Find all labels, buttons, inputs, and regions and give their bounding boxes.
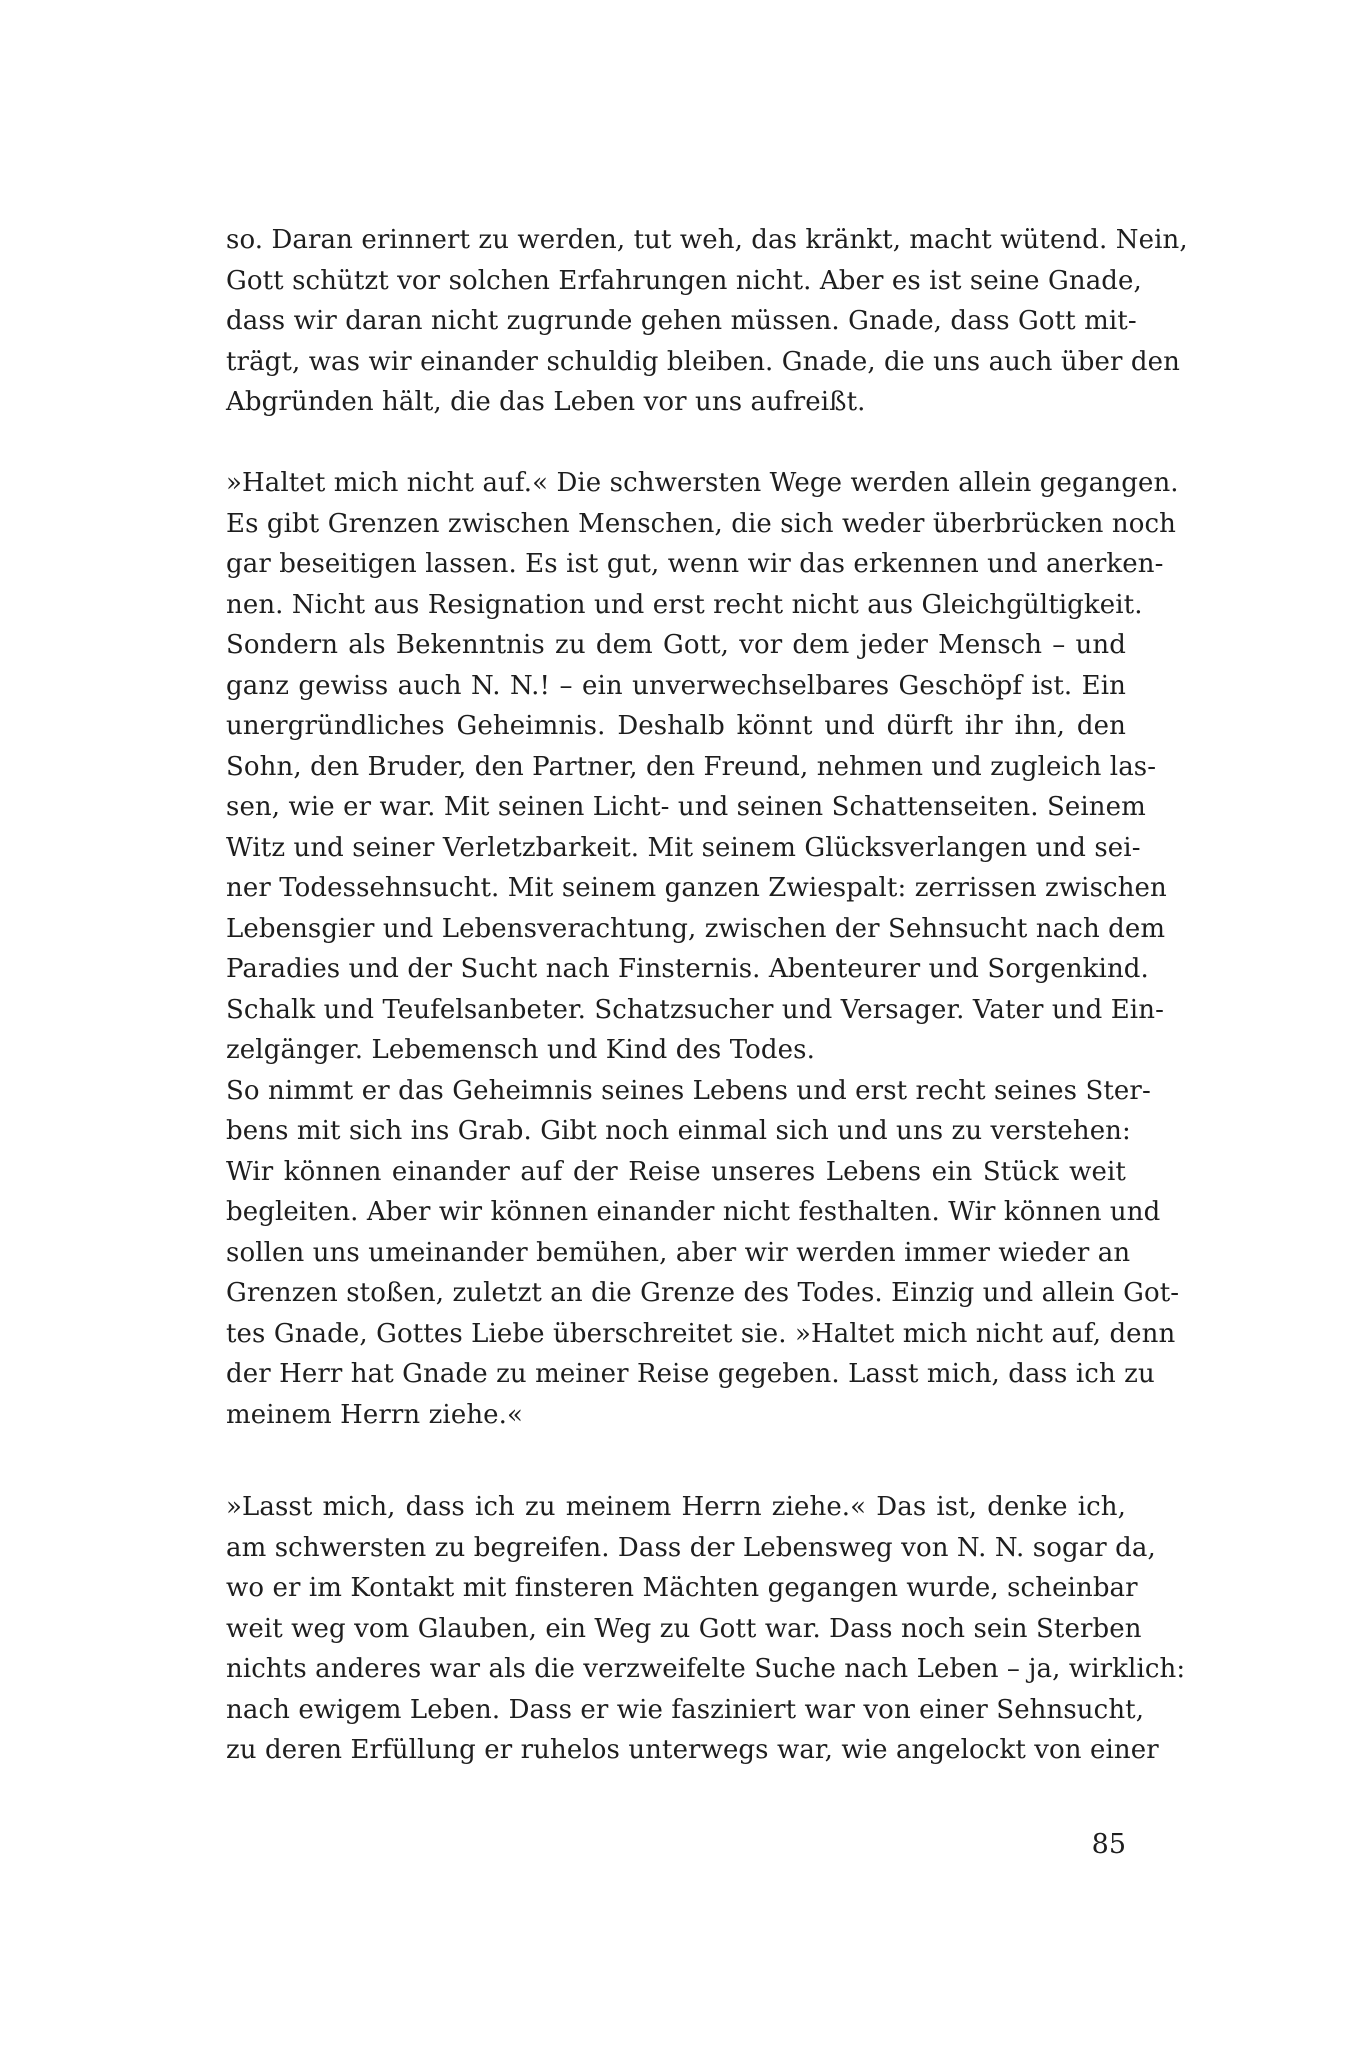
text-line: zu deren Erfüllung er ruhelos unterwegs war, wie angelockt von einer — [226, 1735, 1159, 1765]
text-line: ganz gewiss auch N. N.! – ein unverwechselbares Geschöpf ist. Ein — [226, 670, 1126, 701]
text-line: sen, wie er war. Mit seinen Licht- und seinen Schattenseiten. Seinem — [226, 792, 1146, 822]
text-line: zelgänger. Lebemensch und Kind des Todes. — [226, 1035, 815, 1065]
text-line: unergründliches Geheimnis. Deshalb könnt und dürft ihr ihn, den — [226, 711, 1126, 741]
text-line: »Lasst mich, dass ich zu meinem Herrn ziehe.« Das ist, denke ich, — [226, 1492, 1126, 1522]
text-line: begleiten. Aber wir können einander nicht festhalten. Wir können und — [226, 1197, 1161, 1227]
text-line: Es gibt Grenzen zwischen Menschen, die sich weder überbrücken noch — [226, 508, 1176, 539]
text-line: am schwersten zu begreifen. Dass der Lebensweg von N. N. sogar da, — [226, 1532, 1156, 1563]
text-line: Wir können einander auf der Reise unseres Lebens ein Stück weit — [226, 1156, 1126, 1187]
text-line: Witz und seiner Verletzbarkeit. Mit seinem Glücksverlangen und sei- — [226, 832, 1141, 863]
text-line: dass wir daran nicht zugrunde gehen müssen. Gnade, dass Gott mit- — [226, 306, 1137, 336]
text-line: gar beseitigen lassen. Es ist gut, wenn wir das erkennen und anerken- — [226, 549, 1164, 579]
text-line: So nimmt er das Geheimnis seines Lebens und erst recht seines Ster- — [226, 1075, 1151, 1106]
text-line: meinem Herrn ziehe.« — [226, 1399, 524, 1430]
text-line: trägt, was wir einander schuldig bleiben. Gnade, die uns auch über den — [226, 346, 1180, 377]
text-line: tes Gnade, Gottes Liebe überschreitet sie. »Haltet mich nicht auf, denn — [226, 1318, 1176, 1349]
text-line: Sohn, den Bruder, den Partner, den Freund, nehmen und zugleich las- — [226, 751, 1157, 782]
text-line: Sondern als Bekenntnis zu dem Gott, vor dem jeder Mensch – und — [226, 630, 1126, 660]
page-number: 85 — [1091, 1829, 1126, 1860]
text-line: so. Daran erinnert zu werden, tut weh, das kränkt, macht wütend. Nein, — [226, 225, 1188, 255]
text-line: nichts anderes war als die verzweifelte Suche nach Leben – ja, wirklich: — [226, 1654, 1186, 1684]
paragraph-1 — [226, 220, 1188, 423]
text-line: der Herr hat Gnade zu meiner Reise gegeben. Lasst mich, dass ich zu — [226, 1359, 1155, 1389]
text-line: Paradies und der Sucht nach Finsternis. Abenteurer und Sorgenkind. — [226, 954, 1149, 984]
text-line: Abgründen hält, die das Leben vor uns aufreißt. — [226, 387, 866, 417]
text-line: Lebensgier und Lebensverachtung, zwischen der Sehnsucht nach dem — [226, 913, 1166, 944]
text-line: Grenzen stoßen, zuletzt an die Grenze des Todes. Einzig und allein Got- — [226, 1278, 1180, 1308]
text-line: bens mit sich ins Grab. Gibt noch einmal sich und uns zu verstehen: — [226, 1116, 1131, 1146]
text-line: wo er im Kontakt mit finsteren Mächten gegangen wurde, scheinbar — [226, 1573, 1138, 1603]
text-line: nen. Nicht aus Resignation und erst recht nicht aus Gleichgültigkeit. — [226, 589, 1143, 620]
text-line: ner Todessehnsucht. Mit seinem ganzen Zwiespalt: zerrissen zwischen — [226, 873, 1167, 903]
paragraph-3 — [226, 1487, 1186, 1771]
text-line: nach ewigem Leben. Dass er wie fasziniert war von einer Sehnsucht, — [226, 1694, 1145, 1725]
text-line: sollen uns umeinander bemühen, aber wir werden immer wieder an — [226, 1237, 1131, 1268]
text-line: »Haltet mich nicht auf.« Die schwersten Wege werden allein gegangen. — [226, 468, 1179, 498]
text-line: Schalk und Teufelsanbeter. Schatzsucher und Versager. Vater und Ein- — [226, 994, 1164, 1025]
paragraph-2 — [226, 463, 1180, 1435]
text-line: Gott schützt vor solchen Erfahrungen nicht. Aber es ist seine Gnade, — [226, 265, 1142, 296]
text-line: weit weg vom Glauben, ein Weg zu Gott war. Dass noch sein Sterben — [226, 1613, 1142, 1644]
